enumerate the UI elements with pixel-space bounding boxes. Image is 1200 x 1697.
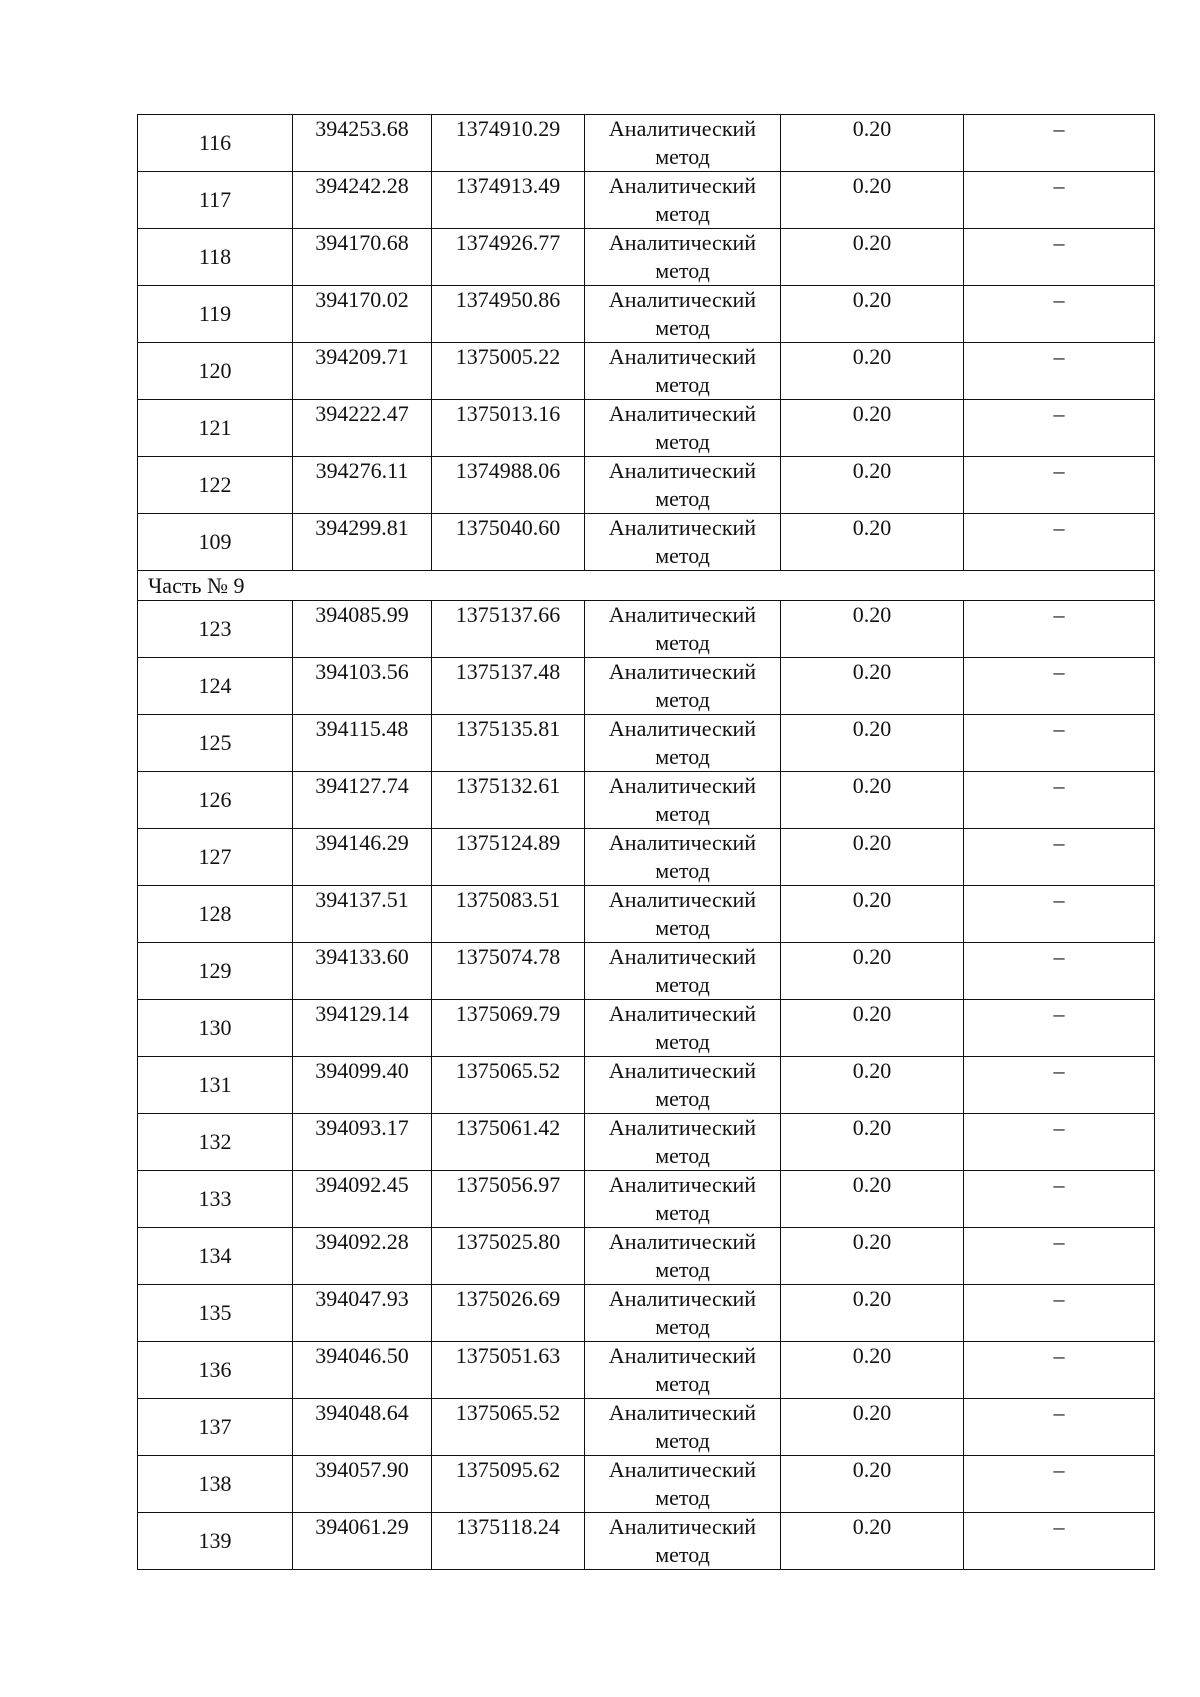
table-row [138, 1513, 1155, 1570]
method-line-2: метод [655, 144, 710, 169]
x-coordinate-cell: 394127.74 [293, 772, 432, 829]
description-cell: – [964, 286, 1155, 343]
method-line-1: Аналитический [608, 230, 757, 255]
point-number-cell: 116 [138, 115, 293, 172]
table-row [138, 115, 1155, 172]
x-coordinate-cell: 394047.93 [293, 1285, 432, 1342]
y-coordinate-cell: 1375135.81 [432, 715, 585, 772]
x-coordinate-cell: 394048.64 [293, 1399, 432, 1456]
description-cell: – [964, 400, 1155, 457]
x-coordinate-cell: 394061.29 [293, 1513, 432, 1570]
description-cell: – [964, 514, 1155, 571]
method-line-2: метод [655, 1143, 710, 1168]
method-cell [585, 1000, 781, 1057]
method-line-1: Аналитический [608, 887, 757, 912]
method-line-2: метод [655, 1542, 710, 1567]
y-coordinate-cell: 1375083.51 [432, 886, 585, 943]
table-row [138, 772, 1155, 829]
x-coordinate-cell: 394299.81 [293, 514, 432, 571]
table-row [138, 514, 1155, 571]
table-row [138, 172, 1155, 229]
method-line-2: метод [655, 201, 710, 226]
point-number-cell: 134 [138, 1228, 293, 1285]
x-coordinate-cell: 394129.14 [293, 1000, 432, 1057]
table-row [138, 1114, 1155, 1171]
x-coordinate-cell: 394170.68 [293, 229, 432, 286]
y-coordinate-cell: 1375051.63 [432, 1342, 585, 1399]
method-line-1: Аналитический [608, 1457, 757, 1482]
point-number-cell: 130 [138, 1000, 293, 1057]
method-line-1: Аналитический [608, 1514, 757, 1539]
point-number-cell: 128 [138, 886, 293, 943]
error-cell: 0.20 [781, 1000, 964, 1057]
error-cell: 0.20 [781, 943, 964, 1000]
method-line-2: метод [655, 801, 710, 826]
error-cell: 0.20 [781, 886, 964, 943]
y-coordinate-cell: 1375132.61 [432, 772, 585, 829]
method-cell [585, 1342, 781, 1399]
error-cell: 0.20 [781, 400, 964, 457]
error-cell: 0.20 [781, 1513, 964, 1570]
method-line-2: метод [655, 915, 710, 940]
method-line-1: Аналитический [608, 344, 757, 369]
error-cell: 0.20 [781, 229, 964, 286]
method-line-2: метод [655, 486, 710, 511]
method-line-1: Аналитический [608, 773, 757, 798]
method-cell [585, 772, 781, 829]
error-cell: 0.20 [781, 343, 964, 400]
method-line-2: метод [655, 315, 710, 340]
y-coordinate-cell: 1374913.49 [432, 172, 585, 229]
point-number-cell: 125 [138, 715, 293, 772]
point-number-cell: 124 [138, 658, 293, 715]
x-coordinate-cell: 394085.99 [293, 601, 432, 658]
point-number-cell: 120 [138, 343, 293, 400]
y-coordinate-cell: 1375124.89 [432, 829, 585, 886]
method-line-1: Аналитический [608, 1286, 757, 1311]
method-cell [585, 286, 781, 343]
y-coordinate-cell: 1375065.52 [432, 1057, 585, 1114]
point-number-cell: 132 [138, 1114, 293, 1171]
method-cell [585, 1114, 781, 1171]
error-cell: 0.20 [781, 514, 964, 571]
y-coordinate-cell: 1375013.16 [432, 400, 585, 457]
error-cell: 0.20 [781, 1399, 964, 1456]
method-line-2: метод [655, 1086, 710, 1111]
method-line-1: Аналитический [608, 287, 757, 312]
error-cell: 0.20 [781, 715, 964, 772]
x-coordinate-cell: 394209.71 [293, 343, 432, 400]
x-coordinate-cell: 394222.47 [293, 400, 432, 457]
point-number-cell: 109 [138, 514, 293, 571]
method-line-1: Аналитический [608, 458, 757, 483]
y-coordinate-cell: 1374926.77 [432, 229, 585, 286]
error-cell: 0.20 [781, 601, 964, 658]
description-cell: – [964, 457, 1155, 514]
method-cell [585, 229, 781, 286]
section-title: Часть № 9 [138, 571, 1155, 601]
y-coordinate-cell: 1375056.97 [432, 1171, 585, 1228]
method-line-1: Аналитический [608, 116, 757, 141]
error-cell: 0.20 [781, 1057, 964, 1114]
description-cell: – [964, 829, 1155, 886]
description-cell: – [964, 1342, 1155, 1399]
method-cell [585, 1285, 781, 1342]
method-line-2: метод [655, 744, 710, 769]
method-line-2: метод [655, 1029, 710, 1054]
y-coordinate-cell: 1375137.66 [432, 601, 585, 658]
table-row [138, 943, 1155, 1000]
method-cell [585, 658, 781, 715]
y-coordinate-cell: 1375074.78 [432, 943, 585, 1000]
method-line-1: Аналитический [608, 1343, 757, 1368]
point-number-cell: 133 [138, 1171, 293, 1228]
method-line-1: Аналитический [608, 1400, 757, 1425]
method-cell [585, 829, 781, 886]
table-row [138, 1057, 1155, 1114]
error-cell: 0.20 [781, 772, 964, 829]
method-line-2: метод [655, 258, 710, 283]
method-line-1: Аналитический [608, 944, 757, 969]
error-cell: 0.20 [781, 286, 964, 343]
x-coordinate-cell: 394276.11 [293, 457, 432, 514]
point-number-cell: 119 [138, 286, 293, 343]
description-cell: – [964, 601, 1155, 658]
method-line-2: метод [655, 1371, 710, 1396]
table-row [138, 601, 1155, 658]
method-line-1: Аналитический [608, 716, 757, 741]
y-coordinate-cell: 1375025.80 [432, 1228, 585, 1285]
y-coordinate-cell: 1375137.48 [432, 658, 585, 715]
y-coordinate-cell: 1375026.69 [432, 1285, 585, 1342]
table-row [138, 1228, 1155, 1285]
error-cell: 0.20 [781, 1342, 964, 1399]
y-coordinate-cell: 1374950.86 [432, 286, 585, 343]
table-row [138, 1000, 1155, 1057]
point-number-cell: 117 [138, 172, 293, 229]
description-cell: – [964, 229, 1155, 286]
x-coordinate-cell: 394093.17 [293, 1114, 432, 1171]
y-coordinate-cell: 1375118.24 [432, 1513, 585, 1570]
description-cell: – [964, 1114, 1155, 1171]
y-coordinate-cell: 1375040.60 [432, 514, 585, 571]
description-cell: – [964, 343, 1155, 400]
method-line-1: Аналитический [608, 602, 757, 627]
table-row [138, 1342, 1155, 1399]
table-row [138, 343, 1155, 400]
method-line-1: Аналитический [608, 515, 757, 540]
error-cell: 0.20 [781, 1285, 964, 1342]
table-row [138, 829, 1155, 886]
method-line-2: метод [655, 1428, 710, 1453]
method-cell [585, 115, 781, 172]
coordinates-table [137, 114, 1155, 1570]
method-line-1: Аналитический [608, 1172, 757, 1197]
method-cell [585, 172, 781, 229]
method-line-1: Аналитический [608, 659, 757, 684]
method-line-1: Аналитический [608, 1115, 757, 1140]
description-cell: – [964, 1456, 1155, 1513]
error-cell: 0.20 [781, 1228, 964, 1285]
method-line-2: метод [655, 858, 710, 883]
description-cell: – [964, 943, 1155, 1000]
x-coordinate-cell: 394046.50 [293, 1342, 432, 1399]
table-row [138, 229, 1155, 286]
method-line-2: метод [655, 630, 710, 655]
x-coordinate-cell: 394242.28 [293, 172, 432, 229]
error-cell: 0.20 [781, 1114, 964, 1171]
method-line-1: Аналитический [608, 401, 757, 426]
table-row [138, 1399, 1155, 1456]
error-cell: 0.20 [781, 457, 964, 514]
description-cell: – [964, 1399, 1155, 1456]
x-coordinate-cell: 394146.29 [293, 829, 432, 886]
point-number-cell: 118 [138, 229, 293, 286]
method-line-2: метод [655, 972, 710, 997]
method-line-2: метод [655, 1200, 710, 1225]
method-line-2: метод [655, 1485, 710, 1510]
point-number-cell: 135 [138, 1285, 293, 1342]
y-coordinate-cell: 1374988.06 [432, 457, 585, 514]
description-cell: – [964, 715, 1155, 772]
x-coordinate-cell: 394133.60 [293, 943, 432, 1000]
method-cell [585, 1456, 781, 1513]
x-coordinate-cell: 394092.45 [293, 1171, 432, 1228]
table-row [138, 1456, 1155, 1513]
description-cell: – [964, 1000, 1155, 1057]
description-cell: – [964, 1285, 1155, 1342]
method-cell [585, 1399, 781, 1456]
method-cell [585, 514, 781, 571]
table-row [138, 286, 1155, 343]
section-header-row [138, 571, 1155, 601]
table-row [138, 658, 1155, 715]
description-cell: – [964, 658, 1155, 715]
point-number-cell: 121 [138, 400, 293, 457]
description-cell: – [964, 115, 1155, 172]
table-row [138, 457, 1155, 514]
table-row [138, 400, 1155, 457]
y-coordinate-cell: 1374910.29 [432, 115, 585, 172]
method-cell [585, 400, 781, 457]
y-coordinate-cell: 1375069.79 [432, 1000, 585, 1057]
method-cell [585, 715, 781, 772]
x-coordinate-cell: 394057.90 [293, 1456, 432, 1513]
point-number-cell: 136 [138, 1342, 293, 1399]
description-cell: – [964, 1513, 1155, 1570]
point-number-cell: 126 [138, 772, 293, 829]
coordinates-table-body [138, 115, 1155, 1570]
table-row [138, 1171, 1155, 1228]
point-number-cell: 138 [138, 1456, 293, 1513]
method-line-1: Аналитический [608, 830, 757, 855]
y-coordinate-cell: 1375005.22 [432, 343, 585, 400]
method-cell [585, 1171, 781, 1228]
y-coordinate-cell: 1375065.52 [432, 1399, 585, 1456]
method-cell [585, 1057, 781, 1114]
point-number-cell: 131 [138, 1057, 293, 1114]
method-line-2: метод [655, 429, 710, 454]
point-number-cell: 129 [138, 943, 293, 1000]
point-number-cell: 127 [138, 829, 293, 886]
x-coordinate-cell: 394137.51 [293, 886, 432, 943]
table-row [138, 715, 1155, 772]
method-cell [585, 601, 781, 658]
y-coordinate-cell: 1375095.62 [432, 1456, 585, 1513]
table-row [138, 886, 1155, 943]
method-line-1: Аналитический [608, 1001, 757, 1026]
point-number-cell: 122 [138, 457, 293, 514]
description-cell: – [964, 1171, 1155, 1228]
description-cell: – [964, 772, 1155, 829]
error-cell: 0.20 [781, 658, 964, 715]
description-cell: – [964, 886, 1155, 943]
method-cell [585, 1513, 781, 1570]
x-coordinate-cell: 394170.02 [293, 286, 432, 343]
x-coordinate-cell: 394103.56 [293, 658, 432, 715]
error-cell: 0.20 [781, 1456, 964, 1513]
method-cell [585, 457, 781, 514]
y-coordinate-cell: 1375061.42 [432, 1114, 585, 1171]
error-cell: 0.20 [781, 172, 964, 229]
x-coordinate-cell: 394115.48 [293, 715, 432, 772]
error-cell: 0.20 [781, 829, 964, 886]
method-cell [585, 1228, 781, 1285]
method-cell [585, 886, 781, 943]
error-cell: 0.20 [781, 115, 964, 172]
point-number-cell: 123 [138, 601, 293, 658]
method-line-2: метод [655, 1257, 710, 1282]
table-row [138, 1285, 1155, 1342]
method-line-1: Аналитический [608, 1229, 757, 1254]
error-cell: 0.20 [781, 1171, 964, 1228]
point-number-cell: 139 [138, 1513, 293, 1570]
method-line-1: Аналитический [608, 173, 757, 198]
description-cell: – [964, 172, 1155, 229]
method-line-2: метод [655, 687, 710, 712]
method-cell [585, 343, 781, 400]
description-cell: – [964, 1057, 1155, 1114]
method-line-2: метод [655, 372, 710, 397]
method-line-2: метод [655, 1314, 710, 1339]
description-cell: – [964, 1228, 1155, 1285]
x-coordinate-cell: 394253.68 [293, 115, 432, 172]
point-number-cell: 137 [138, 1399, 293, 1456]
x-coordinate-cell: 394092.28 [293, 1228, 432, 1285]
method-line-2: метод [655, 543, 710, 568]
x-coordinate-cell: 394099.40 [293, 1057, 432, 1114]
method-line-1: Аналитический [608, 1058, 757, 1083]
method-cell [585, 943, 781, 1000]
